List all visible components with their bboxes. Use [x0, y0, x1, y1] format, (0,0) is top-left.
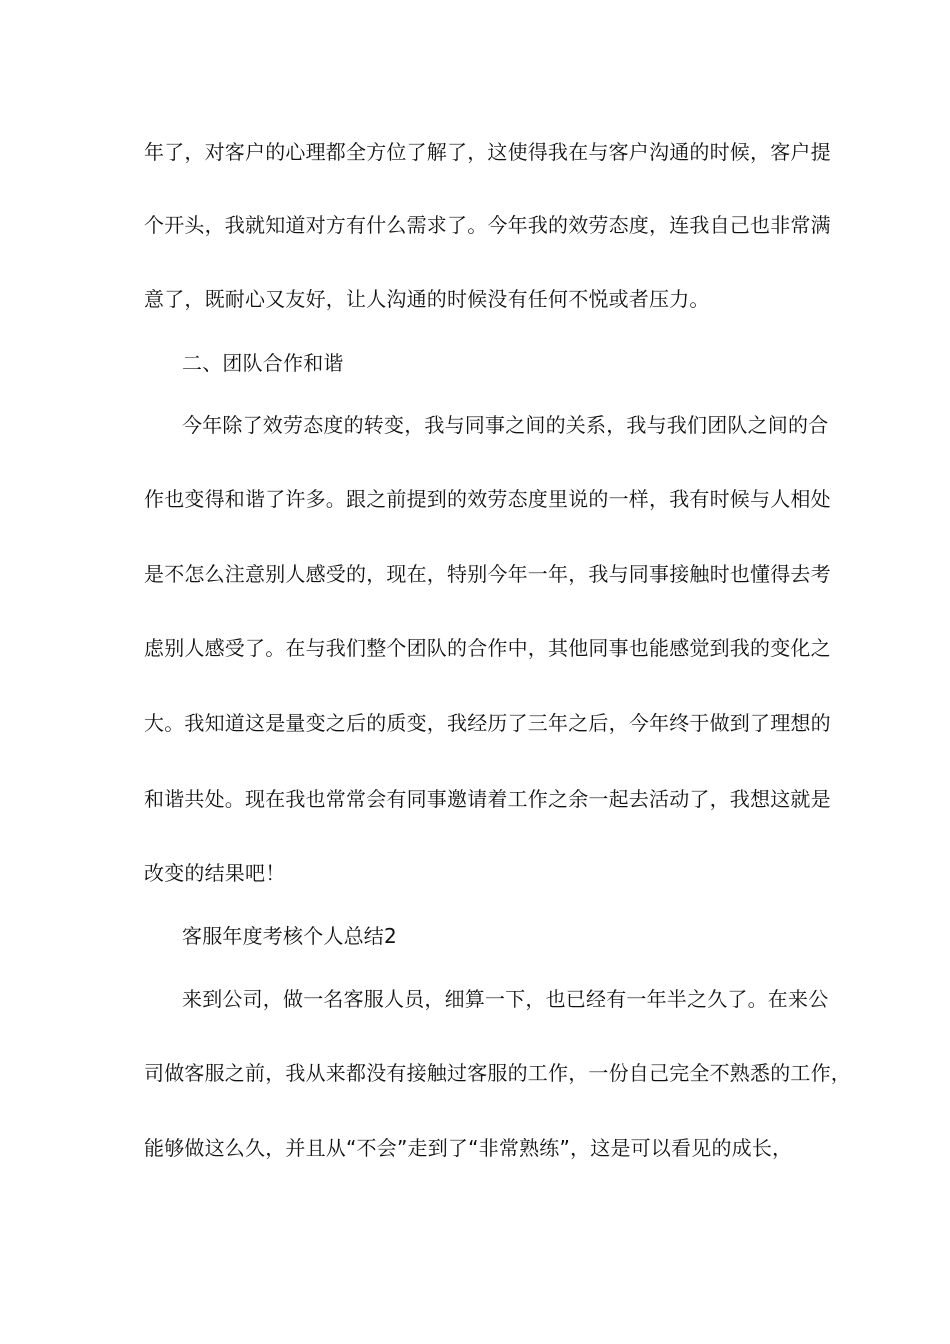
paragraph-line: 大。我知道这是量变之后的质变，我经历了三年之后，今年终于做到了理想的	[144, 711, 831, 735]
paragraph-line: 作也变得和谐了许多。跟之前提到的效劳态度里说的一样，我有时候与人相处	[144, 487, 831, 511]
paragraph-line: 司做客服之前，我从来都没有接触过客服的工作，一份自己完全不熟悉的工作，	[144, 1061, 851, 1085]
paragraph-line: 来到公司，做一名客服人员，细算一下，也已经有一年半之久了。在来公	[182, 987, 829, 1011]
paragraph-line: 年了，对客户的心理都全方位了解了，这使得我在与客户沟通的时候，客户提	[144, 140, 831, 164]
paragraph-line: 改变的结果吧！	[144, 861, 286, 885]
paragraph-line: 意了，既耐心又友好，让人沟通的时候没有任何不悦或者压力。	[144, 287, 710, 311]
paragraph-line: 今年除了效劳态度的转变，我与同事之间的关系，我与我们团队之间的合	[182, 413, 829, 437]
paragraph-line: 个开头，我就知道对方有什么需求了。今年我的效劳态度，连我自己也非常满	[144, 213, 831, 237]
paragraph-line: 是不怎么注意别人感受的，现在，特别今年一年，我与同事接触时也懂得去考	[144, 562, 831, 586]
paragraph-line: 和谐共处。现在我也常常会有同事邀请着工作之余一起去活动了，我想这就是	[144, 787, 831, 811]
section-heading: 客服年度考核个人总结2	[182, 924, 397, 948]
paragraph-line: 能够做这么久，并且从“不会”走到了“非常熟练”，这是可以看见的成长，	[144, 1136, 793, 1160]
section-heading: 二、团队合作和谐	[182, 351, 344, 375]
paragraph-line: 虑别人感受了。在与我们整个团队的合作中，其他同事也能感觉到我的变化之	[144, 636, 831, 660]
